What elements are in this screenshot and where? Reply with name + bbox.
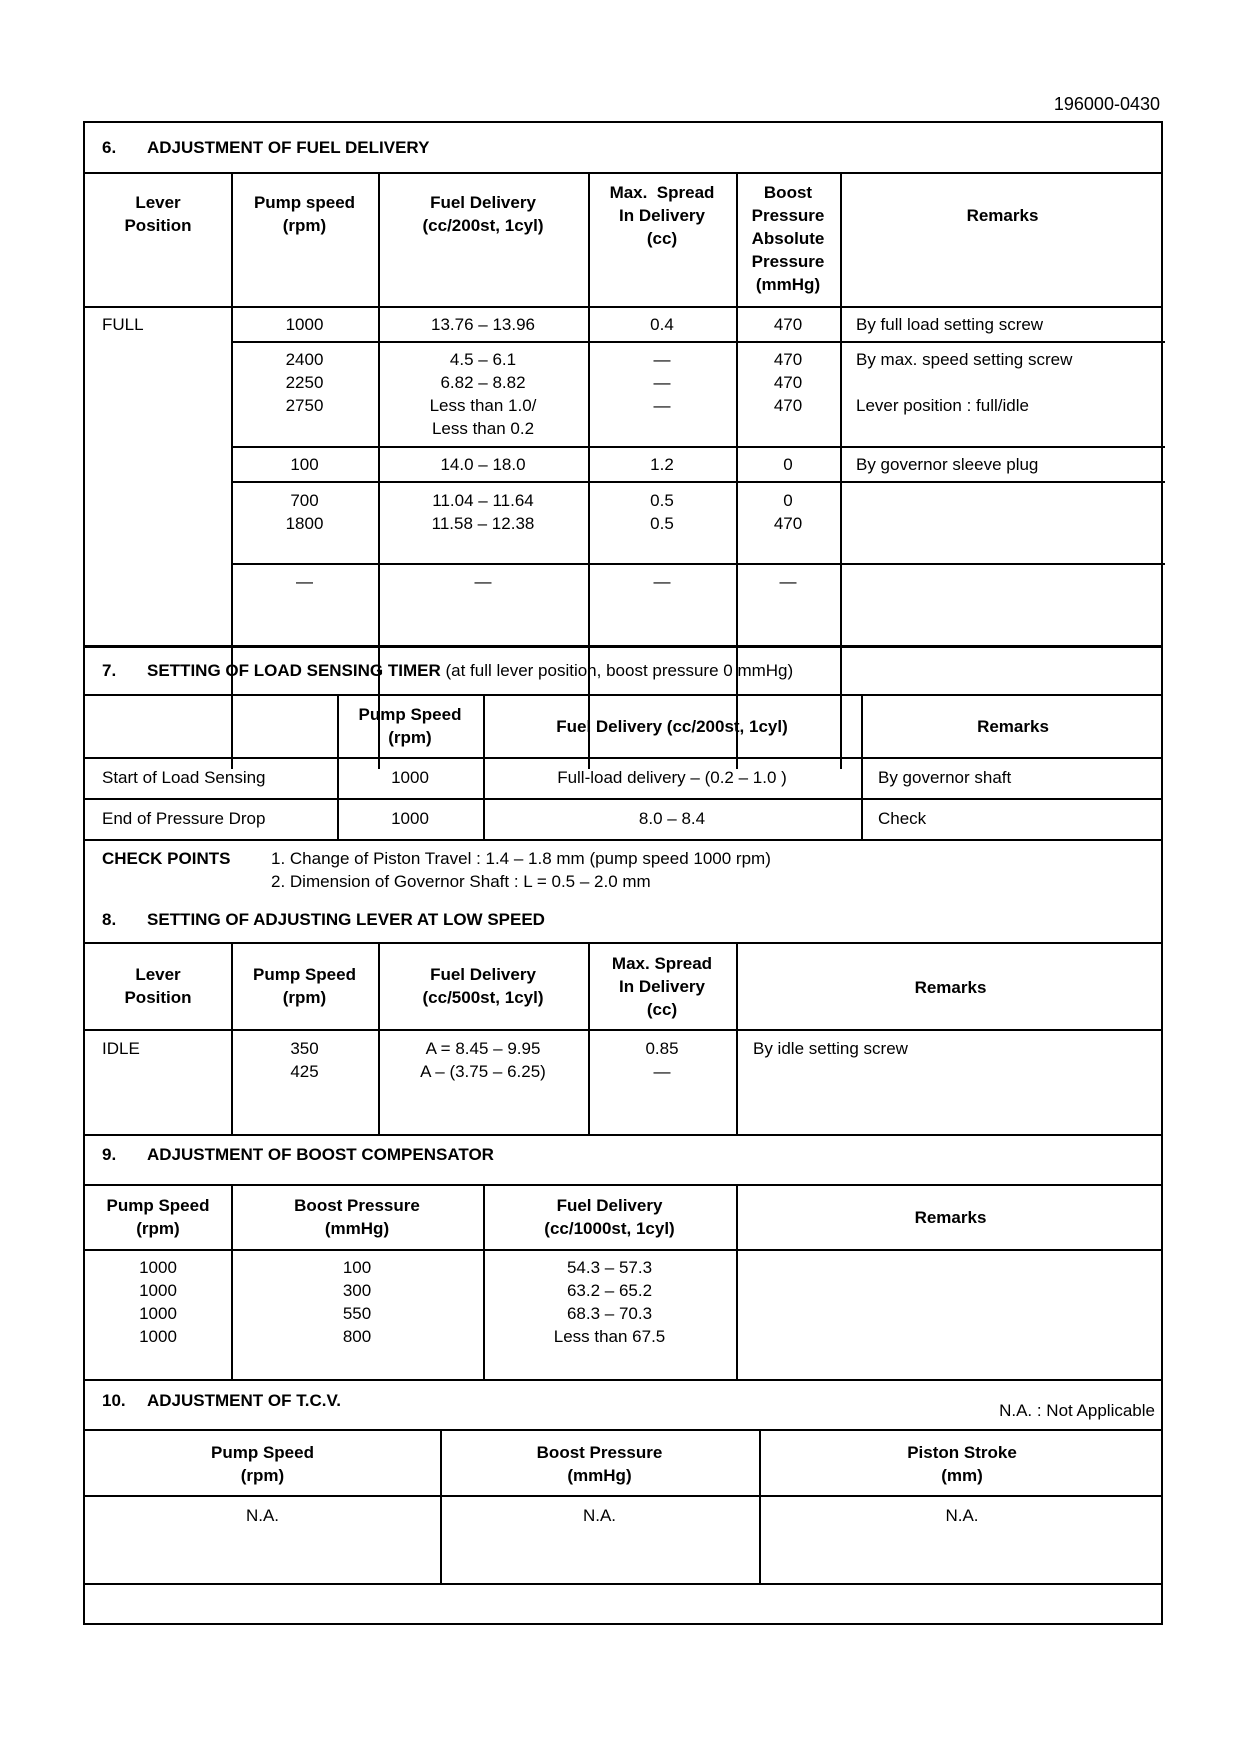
- cell-speed: 1000: [391, 768, 429, 787]
- divider: [85, 1429, 1161, 1431]
- divider: [736, 942, 738, 1134]
- cell-remarks: By governor shaft: [878, 768, 1012, 787]
- divider: [85, 1134, 1161, 1136]
- cell-speed: 350 425: [290, 1039, 319, 1081]
- check-point-item: 2. Dimension of Governor Shaft : L = 0.5 – 2.0 mm: [271, 872, 651, 891]
- cell-spread: 1.2: [650, 455, 674, 474]
- cell-boost: 0: [783, 455, 793, 474]
- cell-delivery: 13.76 – 13.96: [431, 315, 535, 334]
- section-10-heading: 10. ADJUSTMENT OF T.C.V.: [102, 1391, 341, 1410]
- cell-remarks: By full load setting screw: [856, 315, 1044, 334]
- divider: [85, 172, 1161, 174]
- specification-sheet: [83, 121, 1163, 1625]
- header-lever-position: Lever Position: [124, 965, 192, 1007]
- header-remarks: Remarks: [977, 717, 1049, 736]
- header-remarks: Remarks: [914, 978, 987, 997]
- divider: [85, 798, 1161, 800]
- cell-speed: 1000 1000 1000 1000: [139, 1258, 177, 1346]
- section-8-heading: 8. SETTING OF ADJUSTING LEVER AT LOW SPEED: [102, 910, 545, 929]
- header-pump-speed: Pump Speed (rpm): [106, 1196, 210, 1238]
- header-pump-speed: Pump Speed (rpm): [211, 1443, 314, 1485]
- divider: [85, 1495, 1161, 1497]
- cell-spread: — — —: [653, 350, 671, 415]
- cell-speed: 1000: [391, 809, 429, 828]
- cell-boost: 470 470 470: [773, 350, 803, 415]
- row-label: Start of Load Sensing: [102, 768, 266, 787]
- divider: [85, 1379, 1161, 1381]
- divider: [85, 306, 1161, 308]
- document-number: 196000-0430: [1053, 94, 1160, 114]
- cell-spread: 0.4: [650, 315, 674, 334]
- divider: [85, 1184, 1161, 1186]
- cell-delivery: 14.0 – 18.0: [440, 455, 526, 474]
- cell-remarks: By max. speed setting screw Lever position : full/idle: [856, 350, 1073, 415]
- header-lever-position: Lever Position: [124, 193, 192, 235]
- check-points-label: CHECK POINTS: [102, 849, 231, 868]
- header-remarks: Remarks: [966, 206, 1039, 225]
- cell-boost: N.A.: [582, 1506, 617, 1525]
- header-max-spread: Max. Spread In Delivery (cc): [609, 183, 715, 248]
- header-pump-speed: Pump Speed (rpm): [253, 965, 356, 1007]
- cell-speed: 100: [290, 455, 319, 474]
- cell-remarks: By idle setting screw: [753, 1039, 908, 1058]
- divider: [231, 563, 1165, 565]
- not-applicable-note: N.A. : Not Applicable: [999, 1401, 1155, 1420]
- divider: [840, 172, 842, 769]
- cell-delivery: A = 8.45 – 9.95 A – (3.75 – 6.25): [420, 1039, 546, 1081]
- cell-speed: 1000: [285, 315, 324, 334]
- header-max-spread: Max. Spread In Delivery (cc): [611, 954, 713, 1019]
- header-fuel-delivery: Fuel Delivery (cc/200st, 1cyl): [422, 193, 544, 235]
- header-fuel-delivery: Fuel Delivery (cc/200st, 1cyl): [556, 717, 788, 736]
- cell-stroke: N.A.: [945, 1506, 979, 1525]
- divider: [85, 1583, 1161, 1585]
- header-pump-speed: Pump Speed (rpm): [358, 705, 462, 747]
- check-point-item: 1. Change of Piston Travel : 1.4 – 1.8 mm (pump speed 1000 rpm): [271, 849, 771, 868]
- section-9-heading: 9. ADJUSTMENT OF BOOST COMPENSATOR: [102, 1145, 494, 1164]
- header-fuel-delivery: Fuel Delivery (cc/500st, 1cyl): [422, 965, 544, 1007]
- cell-boost: 0 470: [773, 491, 803, 533]
- cell-remarks: Check: [878, 809, 927, 828]
- cell-delivery: 8.0 – 8.4: [638, 809, 706, 828]
- cell-boost: 100 300 550 800: [342, 1258, 372, 1346]
- cell-remarks: By governor sleeve plug: [856, 455, 1039, 474]
- cell-spread: —: [653, 572, 671, 591]
- row-label: End of Pressure Drop: [102, 809, 266, 828]
- header-boost-pressure: Boost Pressure (mmHg): [294, 1196, 420, 1238]
- header-fuel-delivery: Fuel Delivery (cc/1000st, 1cyl): [544, 1196, 675, 1238]
- divider: [85, 839, 1161, 841]
- header-piston-stroke: Piston Stroke (mm): [907, 1443, 1017, 1485]
- divider: [231, 446, 1165, 448]
- divider: [85, 757, 1161, 759]
- section-7-heading: 7. SETTING OF LOAD SENSING TIMER (at full lever position, boost pressure 0 mmHg): [102, 661, 794, 680]
- cell-spread: 0.85 —: [645, 1039, 679, 1081]
- header-pump-speed: Pump speed (rpm): [253, 193, 356, 235]
- divider: [85, 942, 1161, 944]
- divider: [85, 1249, 1161, 1251]
- header-boost-pressure: Boost Pressure Absolute Pressure (mmHg): [751, 183, 825, 294]
- divider: [85, 694, 1161, 696]
- lever-position-full: FULL: [102, 315, 144, 334]
- divider: [231, 481, 1165, 483]
- cell-delivery: 4.5 – 6.1 6.82 – 8.82 Less than 1.0/ Less than 0.2: [429, 350, 537, 438]
- cell-boost: 470: [773, 315, 803, 334]
- section-6-heading: 6. ADJUSTMENT OF FUEL DELIVERY: [102, 138, 430, 157]
- header-boost-pressure: Boost Pressure (mmHg): [536, 1443, 663, 1485]
- cell-boost: —: [779, 572, 797, 591]
- divider: [85, 1029, 1161, 1031]
- cell-speed: 700 1800: [285, 491, 324, 533]
- cell-delivery: Full-load delivery – (0.2 – 1.0 ): [557, 768, 787, 787]
- cell-delivery: —: [474, 572, 492, 591]
- divider: [85, 645, 1161, 647]
- cell-spread: 0.5 0.5: [650, 491, 674, 533]
- header-remarks: Remarks: [914, 1208, 987, 1227]
- cell-delivery: 54.3 – 57.3 63.2 – 65.2 68.3 – 70.3 Less than 67.5: [553, 1258, 666, 1346]
- cell-speed: 2400 2250 2750: [285, 350, 324, 415]
- lever-position-idle: IDLE: [102, 1039, 140, 1058]
- cell-speed: —: [296, 572, 313, 591]
- divider: [231, 341, 1165, 343]
- cell-delivery: 11.04 – 11.64 11.58 – 12.38: [431, 491, 535, 533]
- cell-speed: N.A.: [245, 1506, 280, 1525]
